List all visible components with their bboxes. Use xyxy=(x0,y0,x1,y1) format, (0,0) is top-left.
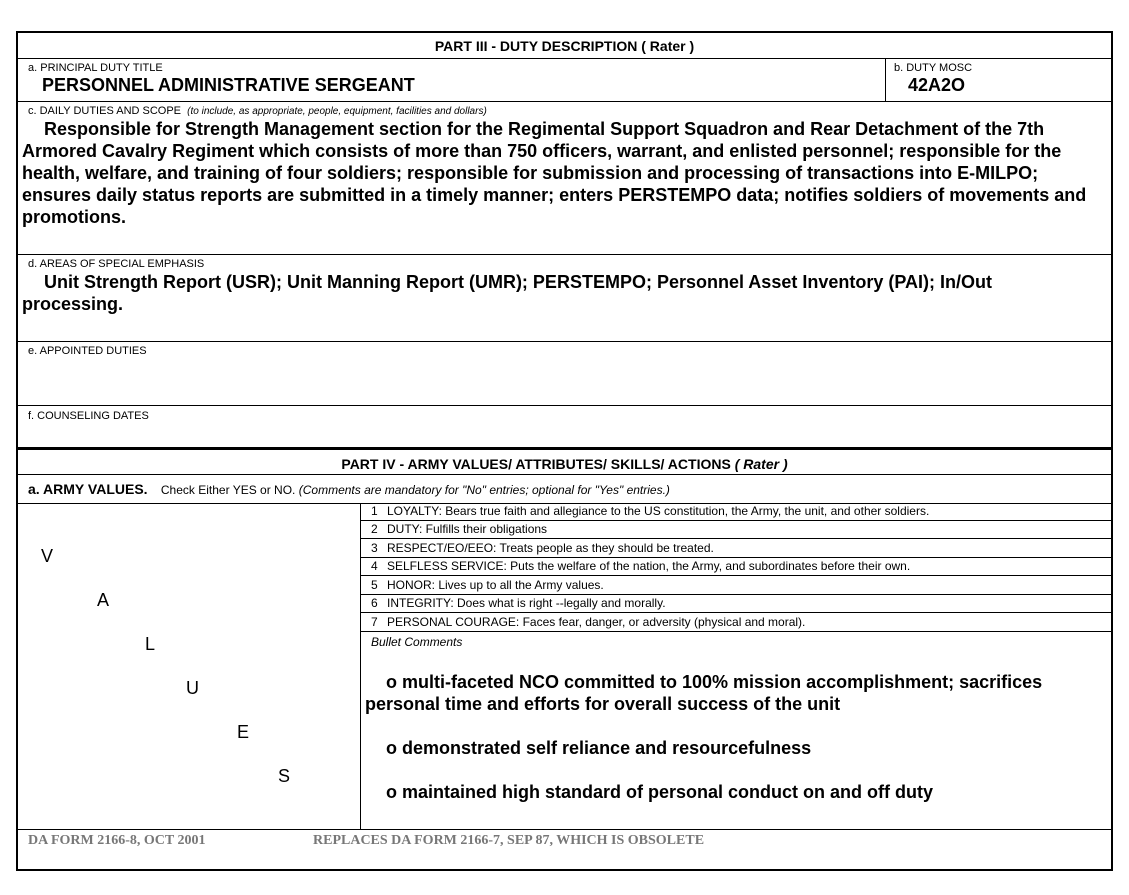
part3-header: PART III - DUTY DESCRIPTION ( Rater ) xyxy=(434,38,695,54)
value-text: SELFLESS SERVICE: Puts the welfare of the nation, the Army, and subordinates before their own. xyxy=(387,559,911,573)
divider xyxy=(18,405,1111,406)
part4-header-rater: ( Rater ) xyxy=(734,456,788,472)
values-letter: S xyxy=(278,766,291,786)
value-text: LOYALTY: Bears true faith and allegiance to the US constitution, the Army, the unit, and other soldiers. xyxy=(387,504,930,518)
value-row-honor[interactable] xyxy=(361,577,1111,595)
value-text: PERSONAL COURAGE: Faces fear, danger, or adversity (physical and moral). xyxy=(387,615,806,629)
values-letter: L xyxy=(145,634,156,654)
principal-duty-value[interactable]: PERSONNEL ADMINISTRATIVE SERGEANT xyxy=(42,75,415,95)
form-replaces-note: REPLACES DA FORM 2166-7, SEP 87, WHICH IS OBSOLETE xyxy=(313,833,705,848)
duty-mosc-value[interactable]: 42A2O xyxy=(908,75,966,95)
divider xyxy=(18,829,1111,830)
value-row-personal-courage[interactable] xyxy=(361,614,1111,632)
divider xyxy=(18,101,1111,102)
bullet-comment[interactable]: o maintained high standard of personal conduct on and off duty xyxy=(386,782,934,802)
special-emphasis-label: d. AREAS OF SPECIAL EMPHASIS xyxy=(28,258,205,270)
value-row-respect[interactable] xyxy=(361,540,1111,558)
bullet-comment[interactable]: o multi-faceted NCO committed to 100% mission accomplishment; sacrifices personal time and efforts for overall success of the unit xyxy=(365,672,1043,714)
value-number: 7 xyxy=(371,615,378,629)
daily-duties-label xyxy=(28,105,487,117)
divider xyxy=(18,58,1111,59)
value-number: 6 xyxy=(371,596,378,610)
army-values-label: a. ARMY VALUES. xyxy=(28,481,148,497)
value-text: DUTY: Fulfills their obligations xyxy=(387,522,548,536)
values-letter: E xyxy=(237,722,250,742)
form-id: DA FORM 2166-8, OCT 2001 xyxy=(28,833,206,848)
value-number: 4 xyxy=(371,559,378,573)
value-text: HONOR: Lives up to all the Army values. xyxy=(387,578,604,592)
value-text: INTEGRITY: Does what is right --legally and morally. xyxy=(387,596,666,610)
value-number: 2 xyxy=(371,522,378,536)
army-values-instruction: Check Either YES or NO. xyxy=(160,483,296,497)
special-emphasis-text[interactable]: Unit Strength Report (USR); Unit Manning Report (UMR); PERSTEMPO; Personnel Asset Inventory (PAI); In/Out processing. xyxy=(22,272,992,314)
daily-duties-hint: (to include, as appropriate, people, equipment, facilities and dollars) xyxy=(187,106,487,117)
bullet-comment[interactable]: o demonstrated self reliance and resourcefulness xyxy=(386,738,812,758)
part4-header xyxy=(18,456,1111,472)
value-row-integrity[interactable] xyxy=(361,595,1111,613)
daily-duties-text[interactable]: Responsible for Strength Management section for the Regimental Support Squadron and Rear Detachment of the 7th Armored Cavalry Regiment which consists of more than 750 officers, warrant, and enlisted personnel; responsible for the health, welfare, and training of four soldiers; responsible for submission and processing of transactions into E-MILPO; ensures daily status reports are submitted in a timely manner; enters PERSTEMPO data; notifies soldiers of movements and promotions. xyxy=(22,119,1087,227)
divider xyxy=(885,58,886,101)
value-number: 1 xyxy=(371,504,378,518)
divider xyxy=(18,254,1111,255)
army-values-note: (Comments are mandatory for "No" entries; optional for "Yes" entries.) xyxy=(298,483,670,497)
army-values-header xyxy=(28,481,670,497)
part4-header-text: PART IV - ARMY VALUES/ ATTRIBUTES/ SKILLS/ ACTIONS xyxy=(341,456,731,472)
value-number: 5 xyxy=(371,578,378,592)
appointed-duties-label: e. APPOINTED DUTIES xyxy=(28,345,147,357)
value-text: RESPECT/EO/EEO: Treats people as they should be treated. xyxy=(387,541,714,555)
bullet-comments-label: Bullet Comments xyxy=(371,635,463,649)
divider xyxy=(18,474,1111,475)
principal-duty-label: a. PRINCIPAL DUTY TITLE xyxy=(28,62,163,74)
value-row-duty[interactable] xyxy=(361,521,1111,539)
value-row-loyalty[interactable] xyxy=(361,503,1111,521)
ncoer-form xyxy=(16,31,1113,871)
value-number: 3 xyxy=(371,541,378,555)
section-divider xyxy=(18,447,1111,450)
values-letter: A xyxy=(97,590,110,610)
duty-mosc-label: b. DUTY MOSC xyxy=(894,62,973,74)
divider xyxy=(18,341,1111,342)
value-row-selfless-service[interactable] xyxy=(361,558,1111,576)
values-letter: V xyxy=(41,546,54,566)
daily-duties-label-text: c. DAILY DUTIES AND SCOPE xyxy=(28,105,182,117)
counseling-dates-label: f. COUNSELING DATES xyxy=(28,410,149,422)
values-letter: U xyxy=(186,678,199,698)
